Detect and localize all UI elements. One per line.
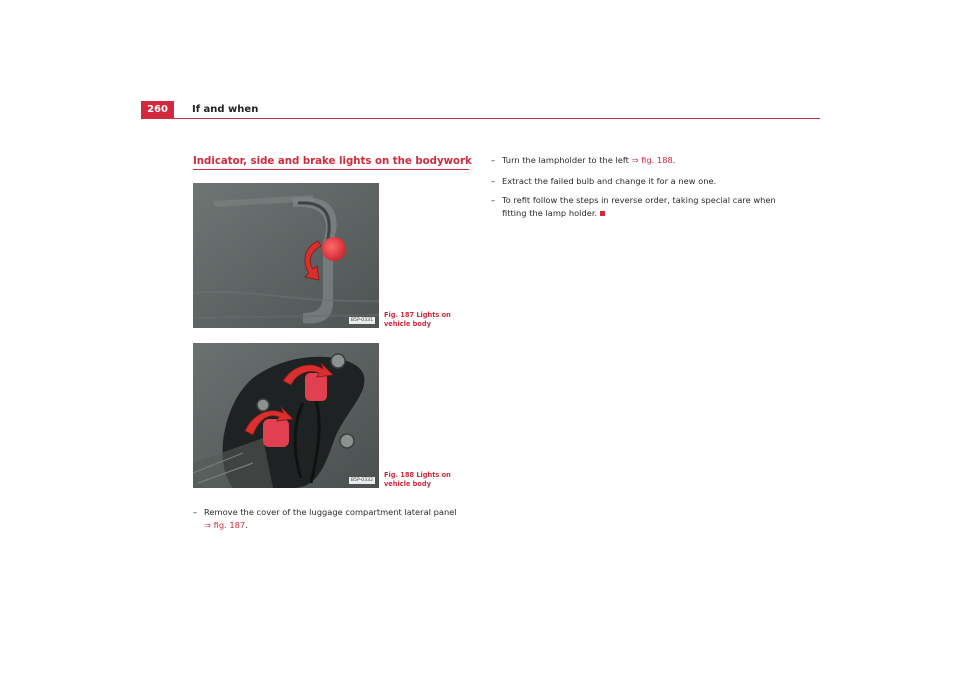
section-header: If and when: [192, 104, 259, 115]
instruction-step: [491, 194, 791, 219]
luggage-panel-illustration: [193, 183, 379, 328]
step-dash: –: [193, 507, 198, 517]
screw-icon: [331, 354, 345, 368]
caption-line: vehicle body: [384, 479, 431, 488]
step-text-main: Remove the cover of the luggage compartment lateral panel: [204, 507, 457, 517]
step-text: Extract the failed bulb and change it for a new one.: [502, 176, 717, 186]
step-text: [491, 154, 791, 167]
instruction-step: [491, 154, 791, 167]
step-text: [193, 506, 469, 531]
step-dash: –: [491, 195, 496, 205]
step-text-main: To refit follow the steps in reverse order, taking special care when fitting the lamp holder.: [502, 195, 776, 218]
instruction-step: [491, 175, 791, 188]
screw-icon: [340, 434, 354, 448]
figure-caption: [384, 311, 464, 328]
header-rule: [141, 118, 820, 119]
caption-line: Fig. 187 Lights on: [384, 311, 451, 319]
caption-line: vehicle body: [384, 319, 431, 328]
step-text: [491, 194, 791, 219]
step-text-after: .: [672, 155, 676, 165]
step-dash: –: [491, 176, 496, 186]
figure-code: B5P-0332: [350, 478, 373, 483]
caption-line: Fig. 188 Lights on: [384, 471, 451, 479]
screw-icon: [257, 399, 269, 411]
title-rule: [193, 169, 469, 170]
lampholder-illustration: [193, 343, 379, 488]
figure-link[interactable]: ⇒ fig. 188: [631, 155, 673, 165]
step-text-after: .: [245, 519, 248, 530]
step-text-main: Turn the lampholder to the left: [502, 155, 632, 165]
lampholder-icon: [263, 419, 289, 447]
cover-cap-icon: [322, 237, 346, 261]
lampholder-icon: [305, 373, 327, 401]
section-end-icon: [600, 211, 605, 216]
step-dash: –: [491, 155, 496, 165]
article-title: Indicator, side and brake lights on the bodywork: [193, 156, 472, 167]
figure-caption: [384, 471, 464, 488]
figure-188: [193, 343, 379, 488]
figure-link[interactable]: ⇒ fig. 187: [204, 519, 246, 530]
page-number: 260: [141, 101, 174, 119]
figure-code: B5P-0331: [350, 318, 373, 323]
figure-187: [193, 183, 379, 328]
instruction-step: [193, 506, 469, 531]
